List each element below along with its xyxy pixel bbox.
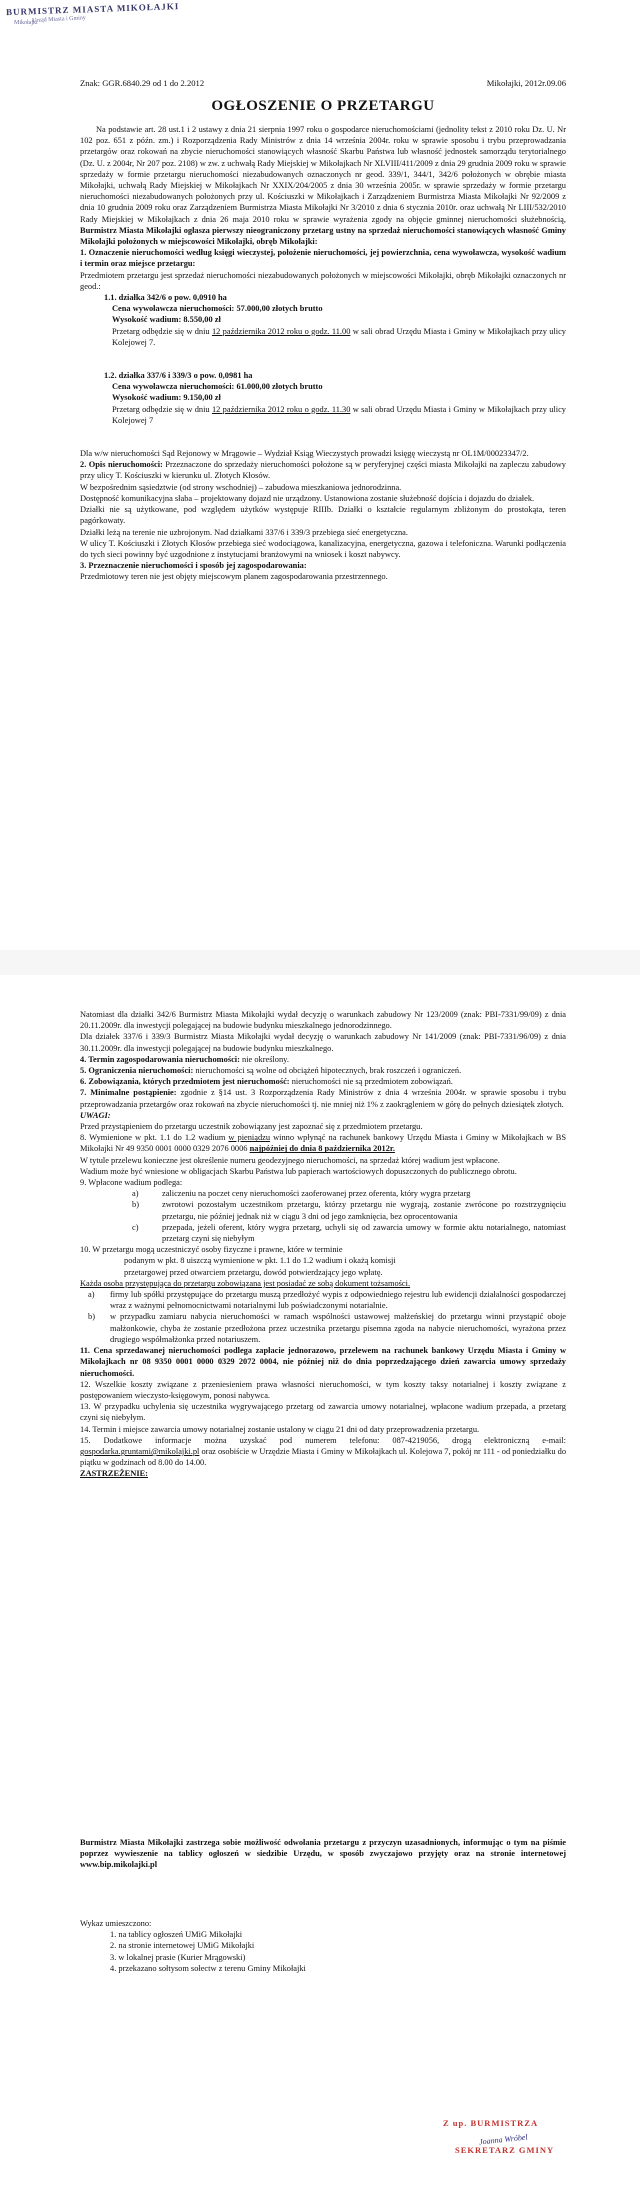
section-9-title: 9. Wpłacone wadium podlega: <box>80 1178 183 1188</box>
section-2-p5: W ulicy T. Kościuszki i Złotych Kłosów przebiega sieć wodociągowa, kanalizacyjna, energetyczna, gazowa i telefoniczna. Warunki podłączenia do tych sieci powinny być uzgodnione z instytucjami branżowymi na wniosek i koszt nabywcy. <box>80 538 566 559</box>
page-2 <box>0 975 640 2187</box>
plot-2-label: 1.2. działka 337/6 i 339/3 o pow. 0,0981 ha <box>104 371 253 381</box>
list-item: c) przepada, jeżeli oferent, który wygra przetarg, uchyli się od zawarcia umowy w formie aktu notarialnego, natomiast przetarg czyni się niebyłym <box>132 1222 566 1244</box>
section-9-list <box>80 1188 566 1244</box>
section-7: 7. Minimalne postąpienie: zgodnie z §14 ust. 3 Rozporządzenia Rady Ministrów z dnia 4 września 2004r. w sprawie sposobu i trybu przeprowadzania przetargów oraz rokowań na zbycie nieruchomości tj. nie mniej niż 1% z zaokrągleniem w górę do pełnych dziesiątek złotych. <box>80 1088 566 1109</box>
document-title: OGŁOSZENIE O PRZETARGU <box>211 98 435 114</box>
page-2-body <box>80 1009 566 1480</box>
list-item: b) zwrotowi pozostałym uczestnikom przetargu, którzy przetargu nie wygrają, zostanie zwrócone po rozstrzygnięciu przetargu, nie później jednak niż w ciągu 3 dni od jego zamknięcia, bez oprocentowania <box>132 1200 566 1221</box>
section-3-title: 3. Przeznaczenie nieruchomości i sposób jej zagospodarowania: <box>80 561 307 571</box>
section-10-id-note: Każda osoba przystępująca do przetargu zobowiązana jest posiadać ze sobą dokument tożsamości. <box>80 1278 411 1288</box>
decision-337-6: Dla działek 337/6 i 339/3 Burmistrz Miasta Mikołajki wydał decyzję o warunkach zabudowy Nr 141/2009 (znak: PBI-7331/96/09) z dnia 30.11.2009r. dla inwestycji polegającej na budowie budynku mieszkalnego. <box>80 1032 566 1053</box>
reference-sign: Znak: GGR.6840.29 od 1 do 2.2012 <box>80 78 205 88</box>
plot-2-date: Przetarg odbędzie się w dniu 12 października 2012 roku o godz. 11.30 w sali obrad Urzędu Miasta i Gminy w Mikołajkach przy ulicy Kolejowej 7 <box>112 404 566 425</box>
section-2-p1: W bezpośrednim sąsiedztwie (od strony wschodniej) – zabudowa mieszkaniowa jednorodzinna. <box>80 482 402 492</box>
section-4: 4. Termin zagospodarowania nieruchomości: nie określony. <box>80 1054 289 1064</box>
remarks-title: UWAGI: <box>80 1110 111 1120</box>
stamp-line-3: SEKRETARZ GMINY <box>455 2145 555 2155</box>
page-1 <box>0 0 640 950</box>
document-date: Mikołajki, 2012r.09.06 <box>486 78 566 88</box>
plot-1 <box>80 292 566 348</box>
section-2-p4: Działki leżą na terenie nie uzbrojonym. Nad działkami 337/6 i 339/3 przebiega sieć energetyczna. <box>80 527 408 537</box>
plot-1-deposit: Wysokość wadium: 8.550,00 zł <box>112 315 221 325</box>
list-item: b) w przypadku zamiaru nabycia nieruchomości w ramach wspólności ustawowej małżeńskiej do przetargu winni przystąpić oboje małżonkowie, chyba że zostanie przedłożona przez uczestnika przetargu pisemna zgoda na nabycie nieruchomości, wyrażona przez drugiego współmałżonka przed notariuszem. <box>88 1312 566 1344</box>
stamp-line-1: BURMISTRZ MIASTA MIKOŁAJKI <box>5 1 180 18</box>
remarks-text: Przed przystąpieniem do przetargu uczestnik zobowiązany jest zapoznać się z przedmiotem przetargu. <box>80 1122 423 1132</box>
list-item: a) firmy lub spółki przystępujące do przetargu muszą przedłożyć wypis z odpowiedniego rejestru lub ewidencji działalności gospodarczej wraz z ważnymi pełnomocnictwami notarialnymi lub poświadczonymi notarialnie. <box>88 1290 566 1311</box>
section-2-title: 2. Opis nieruchomości: <box>80 460 163 470</box>
section-7-title: 7. Minimalne postąpienie: <box>80 1088 177 1098</box>
section-15: 15. Dodatkowe informacje można uzyskać pod numerem telefonu: 087-4219056, drogą elektroniczną e-mail: gospodarka.gruntami@mikolajki.pl oraz osobiście w Urzędzie Miasta i Gminy w Mikołajkach ul. Kolejowa 7, pokój nr 111 - od poniedziałku do piątku w godzinach od 8.00 do 14.00. <box>80 1435 567 1468</box>
signature: Joanna Wróbel <box>478 2132 529 2147</box>
document-header <box>80 78 566 88</box>
stamp-line-3: Mikołajki <box>14 20 38 26</box>
office-stamp <box>5 1 186 48</box>
section-8: 8. Wymienione w pkt. 1.1 do 1.2 wadium w pieniądzu winno wpłynąć na rachunek bankowy Urzędu Miasta i Gminy w Mikołajkach w BS Mikołajki Nr 49 9350 0001 0000 0329 2076 0006 najpóźniej do dnia 8 października 2012r. <box>80 1133 566 1154</box>
section-3-text: Przedmiotowy teren nie jest objęty miejscowym planem zagospodarowania przestrzennego. <box>80 572 388 582</box>
plot-2-price: Cena wywoławcza nieruchomości: 61.000,00 złotych brutto <box>112 382 323 392</box>
section-10-list <box>80 1289 566 1345</box>
intro-text: Na podstawie art. 28 ust.1 i 2 ustawy z dnia 21 sierpnia 1997 roku o gospodarce nieruchomościami (jednolity tekst z 2010 roku Dz. U. Nr 102 poz. 651 z późn. zm.) i Rozporządzenia Rady Ministrów z dnia 14 września 2004r. roku w sprawie sposobu i trybu przeprowadzania przetargów oraz rokowań na zbycie nieruchomości stanowiących własność Skarbu Państwa lub własność jednostek samorządu terytorialnego (Dz. U. z 2004r, Nr 207 poz. 2108) w zw. z uchwałą Rady Miejskiej w Mikołajkach Nr XLVIII/411/2009 z dnia 29 grudnia 2009 roku w sprawie sprzedaży w formie przetargu nieruchomości niezabudowanych oznaczonych nr geod. 339/1, 344/1, 342/6 położonych w obrębie miasta Mikołajki, uchwałą Rady Miejskiej w Mikołajkach Nr XXIX/204/2005 z dnia 30 września 2005r. w sprawie sprzedaży w formie przetargu nieruchomości niezabudowanych położonych przy ul. Kościuszki w Mikołajkach i Zarządzeniem Burmistrza Miasta Mikołajki Nr 92/2009 z dnia 10 grudnia 2009 roku oraz Zarządzeniem Burmistrza Miasta Mikołajki Nr 3/2010 z dnia 6 stycznia 2010r. oraz uchwałą Nr LIII/532/2010 Rady Miejskiej w Mikołajkach z dnia 26 maja 2010 roku w sprawie wyrażenia zgody na objęcie gminnej nieruchomości służebnością, <box>80 125 566 224</box>
list-item: a) zaliczeniu na poczet ceny nieruchomości zaoferowanej przez oferenta, który wygra przetarg <box>132 1189 471 1199</box>
stamp-line-1: Z up. BURMISTRZA <box>443 2118 539 2128</box>
intro-paragraph <box>80 124 566 247</box>
decision-342-6: Natomiast dla działki 342/6 Burmistrz Miasta Mikołajki wydał decyzję o warunkach zabudowy Nr 123/2009 (znak: PBI-7331/99/09) z dnia 20.11.2009r. dla inwestycji polegającej na budowie budynku mieszkalnego jednorodzinnego. <box>80 1010 566 1031</box>
page-gap <box>0 950 640 975</box>
plot-1-label: 1.1. działka 342/6 o pow. 0,0910 ha <box>104 293 227 303</box>
section-2-p2: Dostępność komunikacyjna słaba – projektowany dojazd nie urządzony. Ustanowiona zostanie służebność dojścia i dojazdu do działek. <box>80 493 535 503</box>
reservation-title: ZASTRZEŻENIE: <box>80 1469 148 1479</box>
plot-1-price: Cena wywoławcza nieruchomości: 57.000,00 złotych brutto <box>112 304 323 314</box>
section-6-title: 6. Zobowiązania, których przedmiotem jest nieruchomość: <box>80 1077 290 1087</box>
intro-bold: Burmistrz Miasta Mikołajki ogłasza pierwszy nieograniczony przetarg ustny na sprzedaż nieruchomości stanowiących własność Gminy Mikołajki położonych w miejscowości Mikołajki, obręb Mikołajki: <box>80 225 566 247</box>
section-8-p1: W tytule przelewu konieczne jest określenie numeru geodezyjnego nieruchomości, na sprzedaż której wadium jest wpłacone. <box>80 1155 500 1165</box>
list-item: 1. na tablicy ogłoszeń UMiG Mikołajki <box>110 1930 243 1940</box>
deposit-cash: w pieniądzu <box>228 1133 271 1143</box>
section-5: 5. Ograniczenia nieruchomości: nieruchomości są wolne od obciążeń hipotecznych, brak roszczeń i ograniczeń. <box>80 1066 462 1076</box>
section-6: 6. Zobowiązania, których przedmiotem jest nieruchomość: nieruchomości nie są przedmiotem zobowiązań. <box>80 1077 453 1087</box>
section-1-title: 1. Oznaczenie nieruchomości według księgi wieczystej, położenie nieruchomości, jej powierzchnia, cena wywoławcza, wysokość wadium i termin oraz miejsce przetargu: <box>80 248 566 269</box>
placement-list <box>80 1918 566 1974</box>
placement-items <box>80 1929 566 1974</box>
contact-email-link[interactable]: gospodarka.gruntami@mikolajki.pl <box>80 1446 200 1456</box>
list-item: 2. na stronie internetowej UMiG Mikołajki <box>110 1941 255 1951</box>
section-5-title: 5. Ograniczenia nieruchomości: <box>80 1066 194 1076</box>
list-item: 3. w lokalnej prasie (Kurier Mrągowski) <box>110 1952 246 1962</box>
plot-2 <box>80 370 566 426</box>
list-item: 4. przekazano sołtysom sołectw z terenu Gminy Mikołajki <box>110 1963 306 1973</box>
section-2-text: Przeznaczone do sprzedaży nieruchomości położone są w peryferyjnej części miasta Mikołajki na zapleczu zabudowy przy ulicy T. Kościuszki w kierunku ul. Złotych Kłosów. <box>80 460 566 481</box>
plot-1-date: Przetarg odbędzie się w dniu 12 października 2012 roku o godz. 11.00 w sali obrad Urzędu Miasta i Gminy w Mikołajkach przy ulicy Kolejowej 7. <box>112 326 566 347</box>
section-10-line-1: 10. W przetargu mogą uczestniczyć osoby fizyczne i prawne, które w terminie <box>80 1245 343 1255</box>
section-2-p3: Działki nie są użytkowane, pod względem użytków występuje RIIIb. Działki o kształcie regularnym zbliżonym do prostokąta, teren pagórkowaty. <box>80 505 566 526</box>
reservation-text: Burmistrz Miasta Mikołajki zastrzega sobie możliwość odwołania przetargu z przyczyn uzasadnionych, informując o tym na piśmie poprzez wywieszenie na tablicy ogłoszeń w siedzibie Urzędu, w sposób zwyczajowo przyjęty oraz na stronie internetowej www.bip.mikolajki.pl <box>80 1838 566 1870</box>
signature-stamp <box>435 2118 595 2178</box>
plot-1-datetime: 12 października 2012 roku o godz. 11.00 <box>211 326 351 336</box>
section-10-line-2: podanym w pkt. 8 uiszczą wymienione w pkt. 1.1 do 1.2 wadium i okażą komisji <box>124 1256 396 1266</box>
stamp-line-2: Urząd Miasta i Gminy <box>31 15 87 25</box>
page-1-body <box>80 124 566 583</box>
section-2 <box>80 459 566 481</box>
section-1-text: Przedmiotem przetargu jest sprzedaż nieruchomości niezabudowanych położonych w miejscowości Mikołajki, obręb Mikołajki oznaczonych nr geod.: <box>80 270 566 291</box>
plot-2-datetime: 12 października 2012 roku o godz. 11.30 <box>211 404 351 414</box>
deposit-deadline: najpóźniej do dnia 8 października 2012r. <box>249 1144 395 1154</box>
section-14: 14. Termin i miejsce zawarcia umowy notarialnej zostanie ustalony w ciągu 21 dni od daty przeprowadzenia przetargu. <box>80 1424 480 1434</box>
section-13: 13. W przypadku uchylenia się uczestnika wygrywającego przetarg od zawarcia umowy notarialnej, wpłacone wadium przepada, a przetarg czyni się niebyłym. <box>80 1402 566 1423</box>
section-8-p2: Wadium może być wniesione w obligacjach Skarbu Państwa lub papierach wartościowych dopuszczonych do publicznego obrotu. <box>80 1166 517 1176</box>
section-11: 11. Cena sprzedawanej nieruchomości podlega zapłacie jednorazowo, przelewem na rachunek bankowy Urzędu Miasta i Gminy w Mikołajkach nr 08 9350 0001 0000 0329 2072 0004, nie później niż do dnia poprzedzającego dzień zawarcia umowy sprzedaży nieruchomości. <box>80 1346 566 1378</box>
placement-title: Wykaz umieszczono: <box>80 1919 152 1928</box>
land-register-note: Dla w/w nieruchomości Sąd Rejonowy w Mrągowie – Wydział Ksiąg Wieczystych prowadzi księgę wieczystą nr OL1M/00023347/2. <box>80 449 529 459</box>
plot-2-deposit: Wysokość wadium: 9.150,00 zł <box>112 393 221 403</box>
section-10-line-3: przetargowej przed otwarciem przetargu, dowód potwierdzający jego wpłatę. <box>124 1267 383 1277</box>
section-4-title: 4. Termin zagospodarowania nieruchomości: <box>80 1054 240 1064</box>
section-12: 12. Wszelkie koszty związane z przeniesieniem prawa własności nieruchomości, w tym koszty taksy notarialnej i koszty związane z postępowaniem wieczysto-księgowym, ponosi nabywca. <box>80 1379 566 1400</box>
